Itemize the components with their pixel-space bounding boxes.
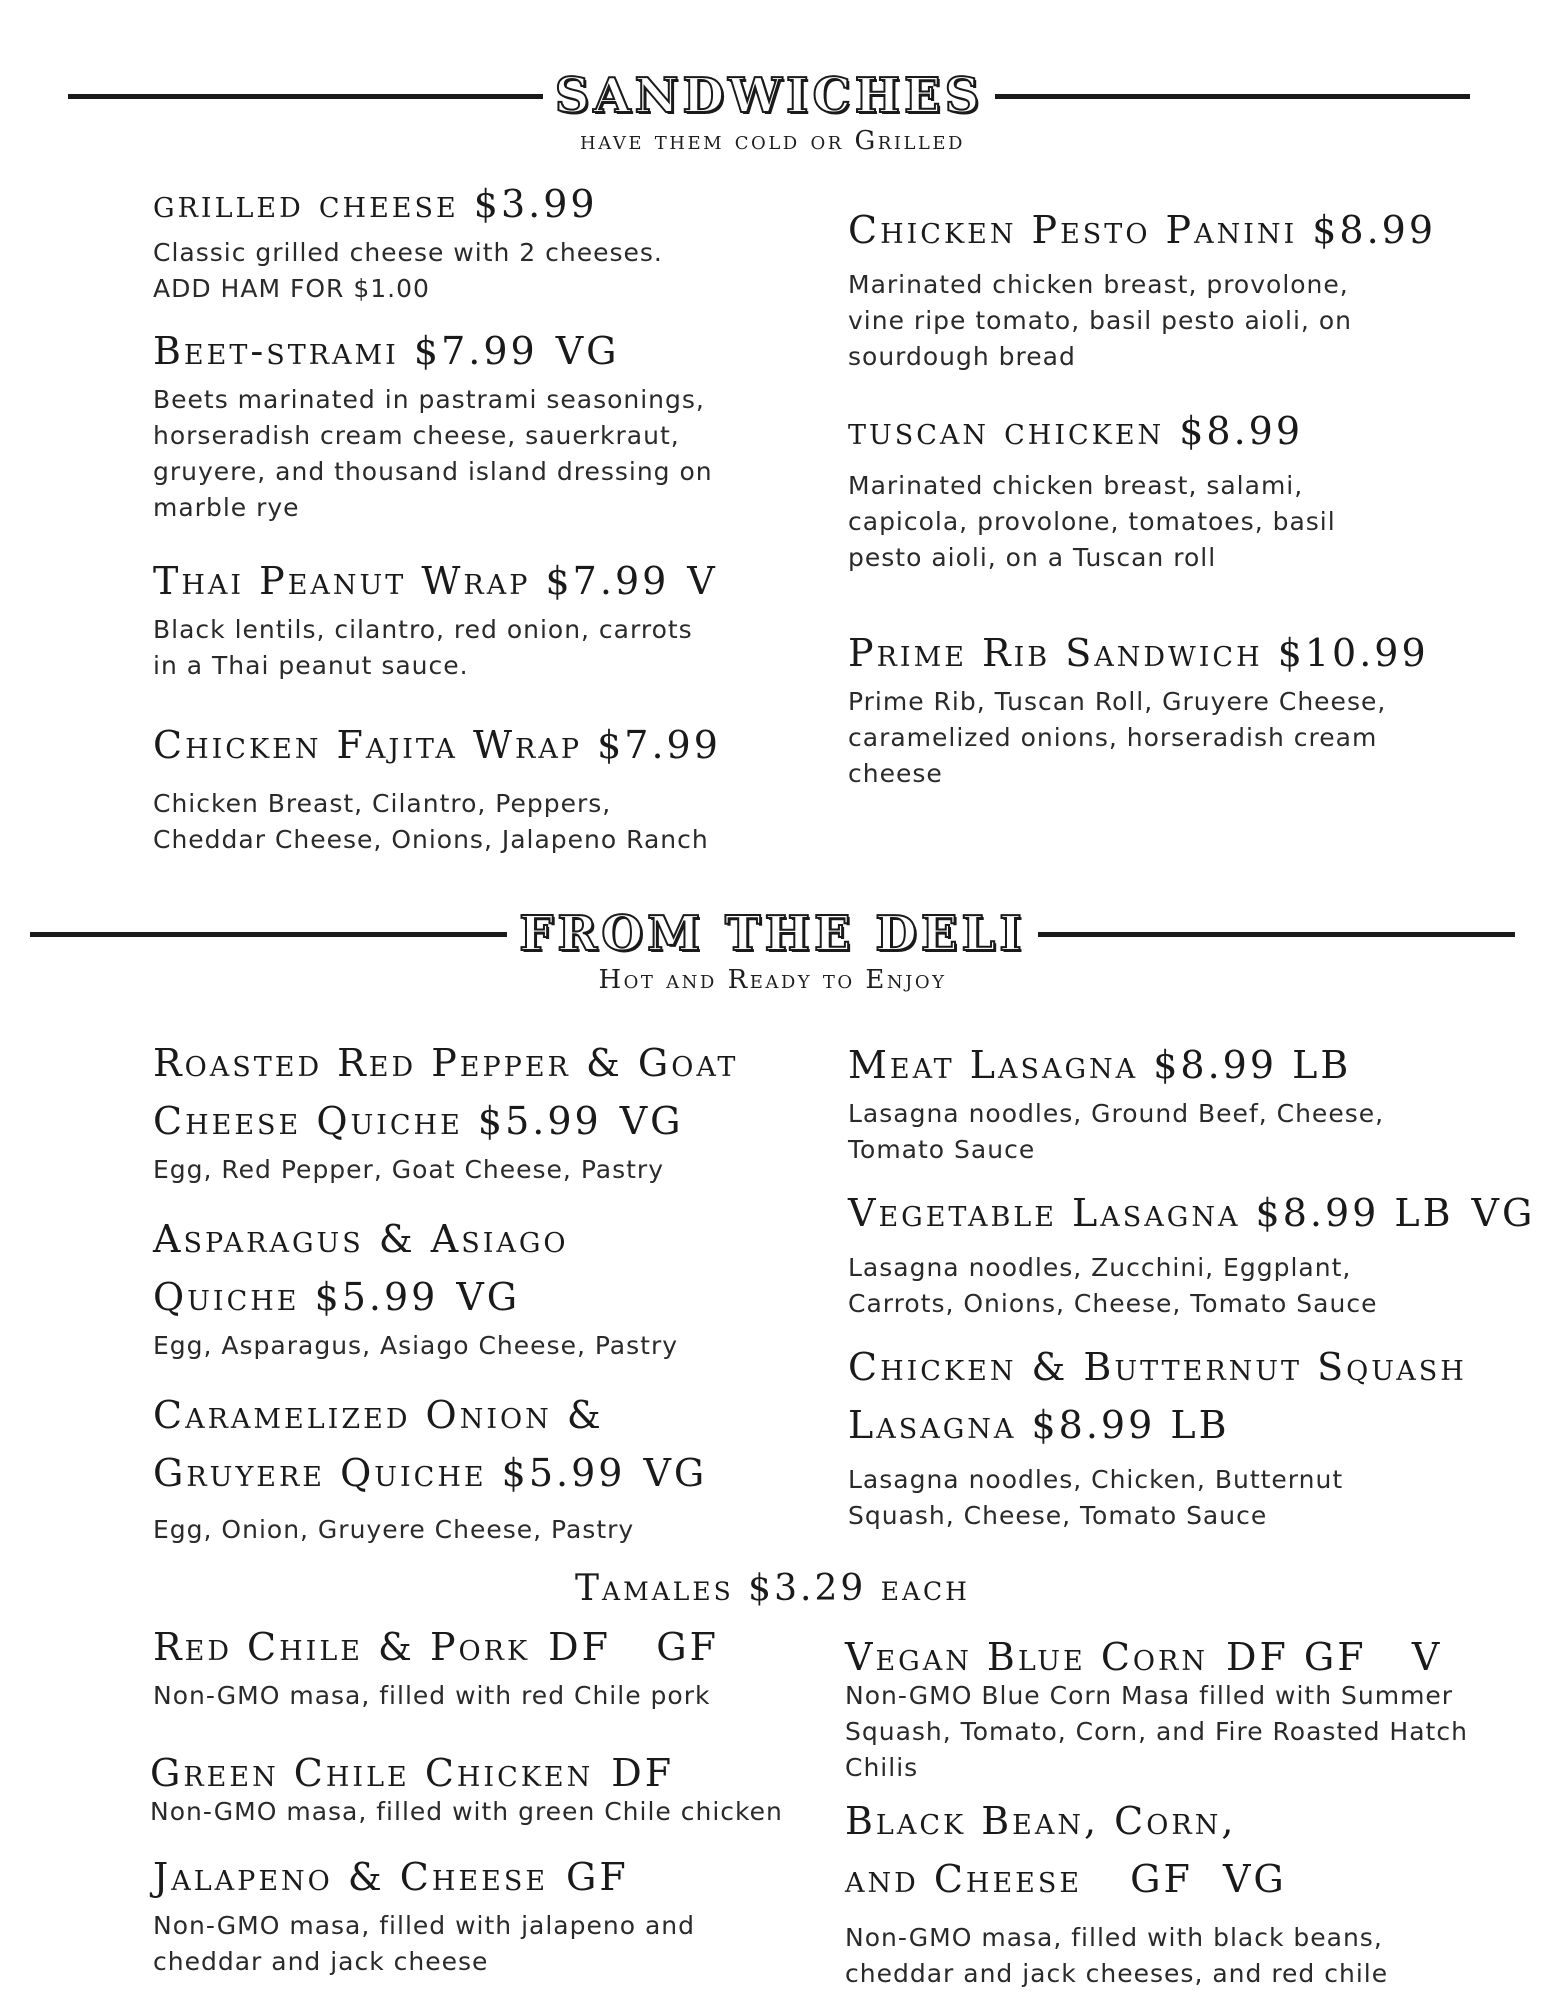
diet-tag: VG bbox=[643, 1451, 708, 1495]
menu-item bbox=[153, 322, 773, 526]
diet-tag: DF GF V bbox=[1226, 1635, 1443, 1679]
diet-tag: VG bbox=[619, 1099, 684, 1143]
header-rule-right bbox=[995, 94, 1470, 99]
diet-tag: VG bbox=[1471, 1191, 1536, 1235]
menu-item bbox=[153, 552, 773, 684]
item-description: Prime Rib, Tuscan Roll, Gruyere Cheese, caramelized onions, horseradish cream cheese bbox=[848, 687, 1387, 788]
menu-item bbox=[845, 1792, 1525, 1992]
sandwiches-subtitle: have them cold or Grilled bbox=[580, 126, 965, 156]
item-description: Lasagna noodles, Chicken, Butternut Squash, Cheese, Tomato Sauce bbox=[848, 1465, 1344, 1530]
item-description: Classic grilled cheese with 2 cheeses. ADD HAM FOR $1.00 bbox=[153, 238, 663, 303]
item-description: Non-GMO masa, filled with red Chile pork bbox=[153, 1681, 711, 1710]
item-name: Vegetable Lasagna $8.99 LB VG bbox=[848, 1191, 1536, 1235]
deli-header bbox=[30, 906, 1515, 962]
item-name: Meat Lasagna $8.99 LB bbox=[848, 1043, 1352, 1087]
item-description: Black lentils, cilantro, red onion, carrots in a Thai peanut sauce. bbox=[153, 615, 693, 680]
item-name: Beet-strami $7.99 VG bbox=[153, 329, 620, 373]
item-description: Marinated chicken breast, provolone, vine ripe tomato, basil pesto aioli, on sourdough bread bbox=[848, 270, 1352, 371]
menu-item bbox=[153, 716, 773, 858]
sandwiches-header bbox=[68, 68, 1470, 124]
menu-item bbox=[848, 1036, 1488, 1168]
header-rule-right bbox=[1038, 932, 1515, 937]
item-description: Non-GMO masa, filled with black beans, cheddar and jack cheeses, and red chile bbox=[845, 1923, 1389, 1988]
deli-subtitle: Hot and Ready to Enjoy bbox=[598, 965, 947, 995]
item-name: Chicken & Butternut Squash Lasagna $8.99 LB bbox=[848, 1345, 1467, 1447]
menu-item bbox=[153, 1848, 813, 1980]
item-name: Thai Peanut Wrap $7.99 V bbox=[153, 559, 718, 603]
menu-item bbox=[848, 1184, 1536, 1322]
menu-item bbox=[848, 1338, 1508, 1534]
item-description: Lasagna noodles, Ground Beef, Cheese, Tomato Sauce bbox=[848, 1099, 1385, 1164]
menu-item bbox=[153, 175, 753, 307]
item-description: Non-GMO masa, filled with jalapeno and cheddar and jack cheese bbox=[153, 1911, 695, 1976]
diet-tag: VG bbox=[456, 1275, 521, 1319]
item-description: Beets marinated in pastrami seasonings, horseradish cream cheese, sauerkraut, gruyere, and thousand island dressing on marble rye bbox=[153, 385, 713, 522]
diet-tag: GF VG bbox=[1130, 1857, 1287, 1901]
header-rule-left bbox=[68, 94, 543, 99]
header-rule-left bbox=[30, 932, 507, 937]
item-name: tuscan chicken $8.99 bbox=[848, 409, 1304, 453]
menu-item bbox=[153, 1034, 793, 1188]
menu-item bbox=[848, 624, 1468, 792]
menu-item bbox=[150, 1744, 830, 1830]
menu-item bbox=[845, 1628, 1525, 1786]
item-description: Egg, Onion, Gruyere Cheese, Pastry bbox=[153, 1515, 635, 1544]
item-description: Non-GMO masa, filled with green Chile chicken bbox=[150, 1797, 783, 1826]
diet-tag: GF bbox=[566, 1855, 629, 1899]
item-description: Marinated chicken breast, salami, capicola, provolone, tomatoes, basil pesto aioli, on a Tuscan roll bbox=[848, 471, 1336, 572]
item-name: Roasted Red Pepper & Goat Cheese Quiche $5.99 VG bbox=[153, 1041, 739, 1143]
diet-tag: VG bbox=[555, 329, 620, 373]
item-name: Asparagus & Asiago Quiche $5.99 VG bbox=[153, 1217, 569, 1319]
menu-item bbox=[848, 201, 1468, 375]
diet-tag: DF GF bbox=[548, 1625, 719, 1669]
diet-tag: V bbox=[687, 559, 718, 603]
sandwiches-title: SANDWICHES bbox=[554, 68, 984, 124]
item-name: Red Chile & Pork DF GF bbox=[153, 1625, 719, 1669]
item-name: Green Chile Chicken DF bbox=[150, 1751, 675, 1795]
menu-item bbox=[153, 1386, 793, 1548]
menu-item bbox=[848, 402, 1468, 576]
tamales-heading: Tamales $3.29 each bbox=[575, 1568, 970, 1609]
item-description: Chicken Breast, Cilantro, Peppers, Cheddar Cheese, Onions, Jalapeno Ranch bbox=[153, 789, 709, 854]
item-name: Chicken Pesto Panini $8.99 bbox=[848, 208, 1437, 252]
item-name: Jalapeno & Cheese GF bbox=[153, 1855, 629, 1899]
item-description: Non-GMO Blue Corn Masa filled with Summer Squash, Tomato, Corn, and Fire Roasted Hatch Chilis bbox=[845, 1681, 1468, 1782]
item-description: Lasagna noodles, Zucchini, Eggplant, Carrots, Onions, Cheese, Tomato Sauce bbox=[848, 1253, 1378, 1318]
item-name: Chicken Fajita Wrap $7.99 bbox=[153, 723, 721, 767]
item-description: Egg, Asparagus, Asiago Cheese, Pastry bbox=[153, 1331, 679, 1360]
menu-item bbox=[153, 1618, 813, 1714]
item-description: Egg, Red Pepper, Goat Cheese, Pastry bbox=[153, 1155, 664, 1184]
item-name: Caramelized Onion & Gruyere Quiche $5.99 VG bbox=[153, 1393, 708, 1495]
deli-title: FROM THE DELI bbox=[519, 906, 1026, 962]
item-name: grilled cheese $3.99 bbox=[153, 182, 598, 226]
item-name: Black Bean, Corn, and Cheese GF VG bbox=[845, 1799, 1287, 1901]
diet-tag: DF bbox=[611, 1751, 675, 1795]
item-name: Prime Rib Sandwich $10.99 bbox=[848, 631, 1429, 675]
item-name: Vegan Blue Corn DF GF V bbox=[845, 1635, 1443, 1679]
menu-item bbox=[153, 1210, 793, 1364]
